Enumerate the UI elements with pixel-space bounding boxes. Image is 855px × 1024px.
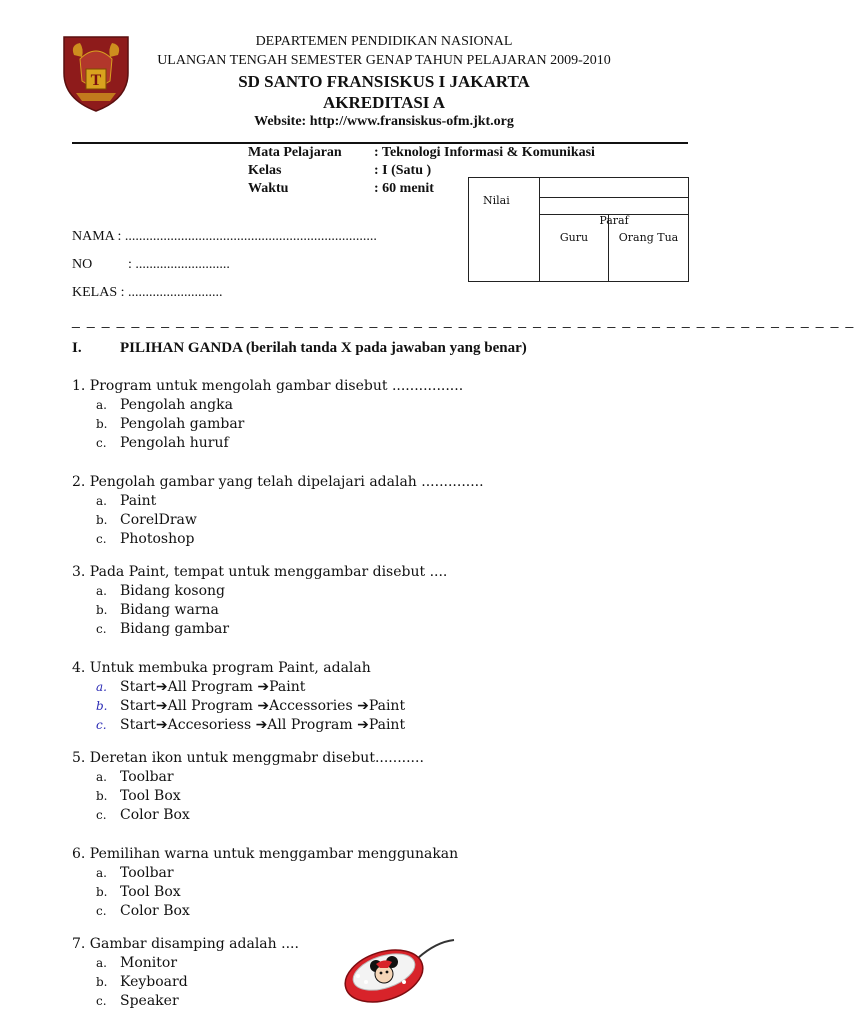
class-value: : I (Satu ) bbox=[374, 163, 432, 178]
no-field[interactable] bbox=[72, 257, 230, 273]
exam-title: ULANGAN TENGAH SEMESTER GENAP TAHUN PELAJARAN 2009-2010 bbox=[157, 53, 611, 68]
option-b[interactable]: b. Bidang warna bbox=[96, 602, 219, 618]
question-stem: 4. Untuk membuka program Paint, adalah bbox=[72, 660, 371, 676]
question-2 bbox=[72, 473, 484, 549]
option-b[interactable]: b. CorelDraw bbox=[96, 512, 197, 528]
class-label: Kelas bbox=[248, 163, 282, 178]
question-stem: 2. Pengolah gambar yang telah dipelajari adalah .............. bbox=[72, 474, 484, 490]
name-field[interactable]: NAMA : ........................................................................ bbox=[72, 229, 377, 244]
no-label: NO bbox=[72, 257, 93, 272]
subject-value: : Teknologi Informasi & Komunikasi bbox=[374, 145, 595, 160]
question-stem: 6. Pemilihan warna untuk menggambar menggunakan bbox=[72, 846, 459, 862]
option-b[interactable]: b. Keyboard bbox=[96, 974, 188, 990]
question-3 bbox=[72, 563, 447, 639]
paraf-label: Paraf bbox=[599, 214, 629, 227]
orang-tua-label: Orang Tua bbox=[618, 231, 679, 244]
time-label: Waktu bbox=[248, 181, 289, 196]
section-title: PILIHAN GANDA (berilah tanda X pada jawaban yang benar) bbox=[120, 340, 527, 356]
section-number: I. bbox=[72, 340, 82, 356]
question-4 bbox=[72, 659, 405, 735]
question-7 bbox=[72, 935, 299, 1011]
option-b[interactable]: b. Tool Box bbox=[96, 884, 181, 900]
dashed-divider: _ _ _ _ _ _ _ _ _ _ _ _ _ _ _ _ _ _ _ _ _ _ _ _ _ _ _ _ _ _ _ _ _ _ _ _ _ _ _ _ _ _ _ _ _ _ _ _ _ _ _ _ _ bbox=[72, 312, 855, 328]
school-name: SD SANTO FRANSISKUS I JAKARTA bbox=[238, 72, 530, 91]
option-c[interactable]: c. Color Box bbox=[96, 807, 190, 823]
kelas-field[interactable]: KELAS : ........................... bbox=[72, 285, 223, 300]
paraf-cell bbox=[540, 198, 689, 227]
question-1 bbox=[72, 377, 463, 453]
option-c[interactable]: c. Bidang gambar bbox=[96, 621, 230, 637]
option-c[interactable]: c. Speaker bbox=[96, 993, 179, 1009]
logo-letter: T bbox=[90, 72, 102, 89]
option-c[interactable]: c. Start➔Accesoriess ➔All Program ➔Paint bbox=[96, 717, 406, 733]
no-value: : ........................... bbox=[128, 257, 230, 272]
option-a[interactable]: a. Pengolah angka bbox=[96, 397, 233, 413]
question-stem: 3. Pada Paint, tempat untuk menggambar disebut .... bbox=[72, 564, 448, 580]
question-6 bbox=[72, 845, 458, 921]
option-a[interactable]: a. Bidang kosong bbox=[96, 583, 226, 599]
website: Website: http://www.fransiskus-ofm.jkt.org bbox=[254, 114, 514, 129]
section-heading bbox=[72, 340, 527, 357]
paraf-top-cell bbox=[540, 178, 689, 198]
score-box bbox=[468, 177, 689, 282]
ministry-title: DEPARTEMEN PENDIDIKAN NASIONAL bbox=[255, 34, 513, 49]
option-a[interactable]: a. Monitor bbox=[96, 955, 178, 971]
nilai-cell bbox=[469, 178, 540, 282]
guru-label: Guru bbox=[559, 231, 589, 244]
option-b[interactable]: b. Pengolah gambar bbox=[96, 416, 245, 432]
question-5 bbox=[72, 749, 424, 825]
option-a[interactable]: a. Toolbar bbox=[96, 865, 174, 881]
mouse-image bbox=[340, 936, 458, 1006]
option-c[interactable]: c. Pengolah huruf bbox=[96, 435, 229, 451]
option-c[interactable]: c. Photoshop bbox=[96, 531, 195, 547]
subject-label: Mata Pelajaran bbox=[248, 145, 342, 160]
guru-cell bbox=[540, 215, 609, 282]
option-b[interactable]: b. Tool Box bbox=[96, 788, 181, 804]
time-value: : 60 menit bbox=[374, 181, 434, 196]
option-c[interactable]: c. Color Box bbox=[96, 903, 190, 919]
question-stem: 1. Program untuk mengolah gambar disebut ................ bbox=[72, 378, 464, 394]
option-b[interactable]: b. Start➔All Program ➔Accessories ➔Paint bbox=[96, 698, 406, 714]
question-stem: 5. Deretan ikon untuk menggmabr disebut........... bbox=[72, 750, 424, 766]
option-a[interactable]: a. Paint bbox=[96, 493, 157, 509]
question-stem: 7. Gambar disamping adalah .... bbox=[72, 936, 299, 952]
option-a[interactable]: a. Toolbar bbox=[96, 769, 174, 785]
accreditation: AKREDITASI A bbox=[322, 93, 446, 112]
nilai-label: Nilai bbox=[483, 194, 510, 207]
option-a[interactable]: a. Start➔All Program ➔Paint bbox=[96, 679, 306, 695]
